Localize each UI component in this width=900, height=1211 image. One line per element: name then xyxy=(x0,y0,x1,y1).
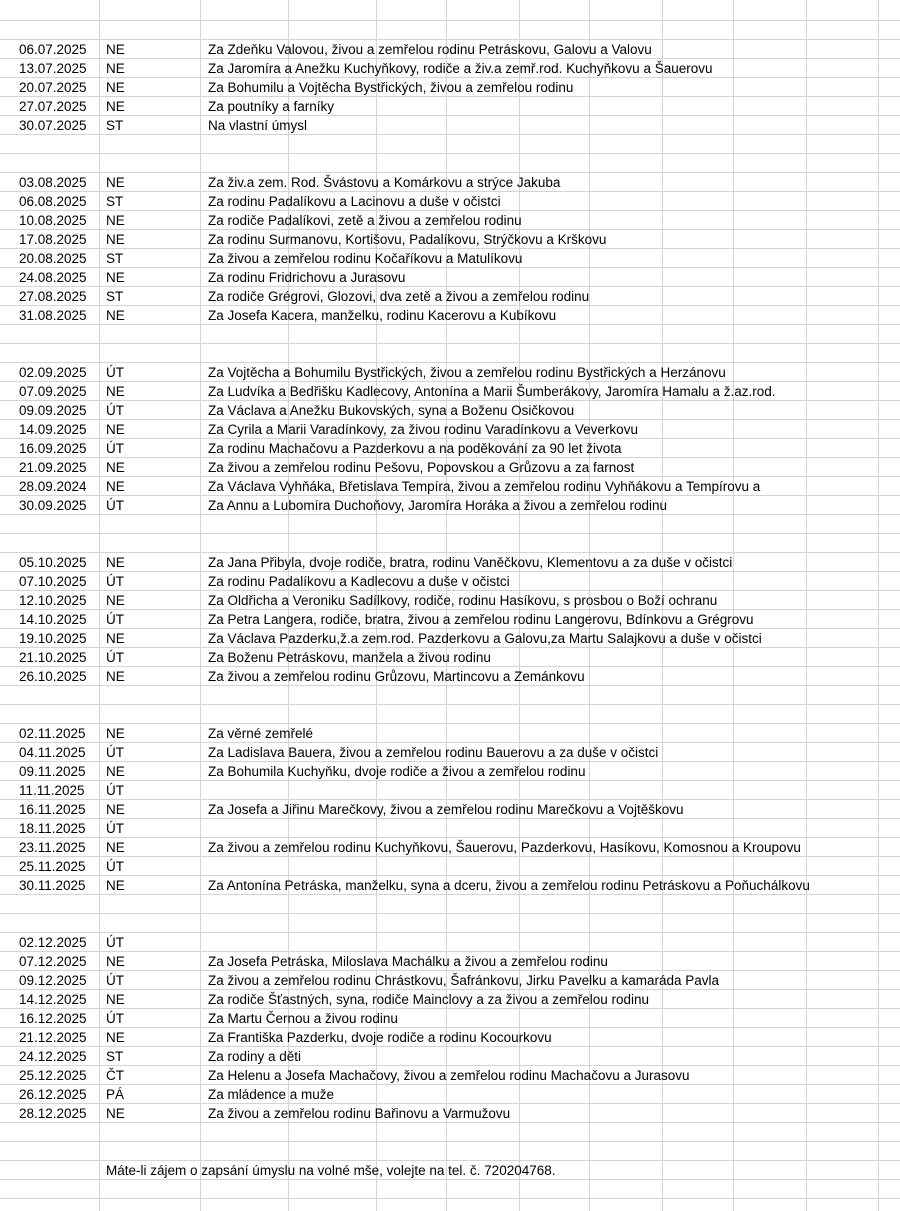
weekday-cell: ST xyxy=(106,1049,124,1064)
weekday-cell: ČT xyxy=(106,1068,124,1083)
table-row xyxy=(0,990,900,1009)
table-row xyxy=(0,1104,900,1123)
weekday-cell: ÚT xyxy=(106,1011,124,1026)
weekday-cell: NE xyxy=(106,479,125,494)
weekday-cell: NE xyxy=(106,460,125,475)
table-row xyxy=(0,1066,900,1085)
table-row xyxy=(0,971,900,990)
weekday-cell: NE xyxy=(106,1030,125,1045)
date-cell: 11.11.2025 xyxy=(19,783,85,798)
empty-row xyxy=(0,1123,900,1142)
intention-cell: Za Jana Přibyla, dvoje rodiče, bratra, rodinu Vaněčkovu, Klementovu a za duše v očistci xyxy=(208,555,733,570)
weekday-cell: NE xyxy=(106,232,125,247)
table-row xyxy=(0,439,900,458)
table-row xyxy=(0,59,900,78)
weekday-cell: NE xyxy=(106,878,125,893)
table-row xyxy=(0,401,900,420)
date-cell: 31.08.2025 xyxy=(19,308,87,323)
table-row xyxy=(0,1009,900,1028)
table-row xyxy=(0,933,900,952)
date-cell: 04.11.2025 xyxy=(19,745,86,760)
footer-row xyxy=(0,1161,900,1180)
date-cell: 09.12.2025 xyxy=(19,973,87,988)
weekday-cell: NE xyxy=(106,593,125,608)
table-row xyxy=(0,762,900,781)
table-row xyxy=(0,306,900,325)
intention-cell: Za Josefa a Jiřinu Marečkovy, živou a zemřelou rodinu Marečkovu a Vojtěškovu xyxy=(208,802,684,817)
weekday-cell: NE xyxy=(106,726,125,741)
intention-cell: Za Václava a Anežku Bukovských, syna a Boženu Osičkovou xyxy=(208,403,575,418)
date-cell: 24.12.2025 xyxy=(19,1049,87,1064)
weekday-cell: NE xyxy=(106,631,125,646)
intention-cell: Za Bohumilu a Vojtěcha Bystřických, živou a zemřelou rodinu xyxy=(208,80,574,95)
date-cell: 06.07.2025 xyxy=(19,42,87,57)
table-row xyxy=(0,230,900,249)
weekday-cell: NE xyxy=(106,270,125,285)
table-row xyxy=(0,192,900,211)
intention-cell: Za Ludvíka a Bedřišku Kadlecovy, Antonína a Marii Šumberákovy, Jaromíra Hamalu a ž.az.rod. xyxy=(208,384,776,399)
weekday-cell: ÚT xyxy=(106,935,124,950)
date-cell: 20.07.2025 xyxy=(19,80,87,95)
table-row xyxy=(0,781,900,800)
footer-note: Máte-li zájem o zapsání úmyslu na volné mše, volejte na tel. č. 720204768. xyxy=(106,1163,556,1178)
date-cell: 13.07.2025 xyxy=(19,61,87,76)
date-cell: 03.08.2025 xyxy=(19,175,87,190)
intention-cell: Za Václava Pazderku,ž.a zem.rod. Pazderkovu a Galovu,za Martu Salajkovu a duše v očistci xyxy=(208,631,762,646)
weekday-cell: NE xyxy=(106,840,125,855)
weekday-cell: ÚT xyxy=(106,745,124,760)
date-cell: 14.09.2025 xyxy=(19,422,87,437)
weekday-cell: ST xyxy=(106,251,124,266)
table-row xyxy=(0,287,900,306)
date-cell: 07.09.2025 xyxy=(19,384,87,399)
date-cell: 28.12.2025 xyxy=(19,1106,87,1121)
date-cell: 17.08.2025 xyxy=(19,232,87,247)
date-cell: 07.10.2025 xyxy=(19,574,87,589)
date-cell: 30.07.2025 xyxy=(19,118,87,133)
intention-cell: Za Martu Černou a živou rodinu xyxy=(208,1011,398,1026)
empty-row xyxy=(0,154,900,173)
weekday-cell: ÚT xyxy=(106,403,124,418)
table-row xyxy=(0,496,900,515)
date-cell: 02.09.2025 xyxy=(19,365,87,380)
weekday-cell: NE xyxy=(106,954,125,969)
table-row xyxy=(0,553,900,572)
weekday-cell: NE xyxy=(106,764,125,779)
table-row xyxy=(0,952,900,971)
weekday-cell: ÚT xyxy=(106,612,124,627)
date-cell: 25.11.2025 xyxy=(19,859,86,874)
weekday-cell: NE xyxy=(106,802,125,817)
empty-row xyxy=(0,686,900,705)
weekday-cell: NE xyxy=(106,1106,125,1121)
table-row xyxy=(0,629,900,648)
date-cell: 20.08.2025 xyxy=(19,251,87,266)
table-row xyxy=(0,477,900,496)
empty-row xyxy=(0,1142,900,1161)
weekday-cell: NE xyxy=(106,422,125,437)
table-row xyxy=(0,800,900,819)
table-row xyxy=(0,743,900,762)
table-row xyxy=(0,648,900,667)
intention-cell: Za rodinu Surmanovu, Kortišovu, Padalíkovu, Strýčkovu a Krškovu xyxy=(208,232,607,247)
intention-cell: Za živou a zemřelou rodinu Bařinovu a Varmužovu xyxy=(208,1106,511,1121)
table-row xyxy=(0,1085,900,1104)
weekday-cell: NE xyxy=(106,99,125,114)
weekday-cell: NE xyxy=(106,992,125,1007)
date-cell: 02.11.2025 xyxy=(19,726,86,741)
intention-cell: Za rodinu Fridrichovu a Jurasovu xyxy=(208,270,406,285)
table-row xyxy=(0,1047,900,1066)
intention-cell: Za rodinu Padalíkovu a Kadlecovu a duše v očistci xyxy=(208,574,510,589)
intention-cell: Za Annu a Lubomíra Duchoňovy, Jaromíra Horáka a živou a zemřelou rodinu xyxy=(208,498,667,513)
table-row xyxy=(0,591,900,610)
weekday-cell: ÚT xyxy=(106,441,124,456)
date-cell: 14.12.2025 xyxy=(19,992,87,1007)
weekday-cell: NE xyxy=(106,308,125,323)
table-row xyxy=(0,268,900,287)
table-row xyxy=(0,838,900,857)
empty-row xyxy=(0,21,900,40)
empty-row xyxy=(0,135,900,154)
intention-cell: Za živou a zemřelou rodinu Pešovu, Popovskou a Grůzovu a za farnost xyxy=(208,460,635,475)
date-cell: 28.09.2024 xyxy=(19,479,87,494)
empty-row xyxy=(0,2,900,21)
date-cell: 10.08.2025 xyxy=(19,213,87,228)
intention-cell: Za živou a zemřelou rodinu Chrástkovu, Šafránkovu, Jirku Pavelku a kamaráda Pavla xyxy=(208,973,719,988)
weekday-cell: NE xyxy=(106,175,125,190)
empty-row xyxy=(0,895,900,914)
date-cell: 23.11.2025 xyxy=(19,840,86,855)
weekday-cell: ÚT xyxy=(106,498,124,513)
table-row xyxy=(0,724,900,743)
intention-cell: Za živou a zemřelou rodinu Kočaříkovu a Matulíkovu xyxy=(208,251,523,266)
date-cell: 14.10.2025 xyxy=(19,612,87,627)
date-cell: 02.12.2025 xyxy=(19,935,87,950)
table-row xyxy=(0,420,900,439)
table-row xyxy=(0,249,900,268)
weekday-cell: NE xyxy=(106,80,125,95)
table-row xyxy=(0,173,900,192)
table-row xyxy=(0,40,900,59)
weekday-cell: ST xyxy=(106,194,124,209)
intention-cell: Za mládence a muže xyxy=(208,1087,335,1102)
empty-row xyxy=(0,325,900,344)
table-row xyxy=(0,876,900,895)
table-row xyxy=(0,97,900,116)
intention-cell: Za rodiče Padalíkovi, zetě a živou a zemřelou rodinu xyxy=(208,213,522,228)
intention-cell: Za živ.a zem. Rod. Švástovu a Komárkovu a strýce Jakuba xyxy=(208,175,561,190)
weekday-cell: ÚT xyxy=(106,650,124,665)
date-cell: 21.10.2025 xyxy=(19,650,87,665)
intention-cell: Za Petra Langera, rodiče, bratra, živou a zemřelou rodinu Langerovu, Bdínkovu a Grégrovu xyxy=(208,612,754,627)
intention-cell: Za Bohumila Kuchyňku, dvoje rodiče a živou a zemřelou rodinu xyxy=(208,764,586,779)
date-cell: 26.10.2025 xyxy=(19,669,87,684)
table-row xyxy=(0,610,900,629)
weekday-cell: ÚT xyxy=(106,574,124,589)
weekday-cell: NE xyxy=(106,555,125,570)
intention-cell: Za rodiče Grégrovi, Glozovi, dva zetě a živou a zemřelou rodinu xyxy=(208,289,590,304)
intention-cell: Za poutníky a farníky xyxy=(208,99,335,114)
date-cell: 06.08.2025 xyxy=(19,194,87,209)
intention-cell: Za Helenu a Josefa Machačovy, živou a zemřelou rodinu Machačovu a Jurasovu xyxy=(208,1068,690,1083)
intention-cell: Za rodinu Padalíkovu a Lacinovu a duše v očistci xyxy=(208,194,501,209)
date-cell: 30.09.2025 xyxy=(19,498,87,513)
intention-cell: Za rodinu Machačovu a Pazderkovu a na poděkování za 90 let života xyxy=(208,441,622,456)
table-row xyxy=(0,667,900,686)
weekday-cell: NE xyxy=(106,42,125,57)
table-row xyxy=(0,363,900,382)
intention-cell: Za Cyrila a Marii Varadínkovy, za živou rodinu Varadínkovu a Veverkovu xyxy=(208,422,638,437)
date-cell: 05.10.2025 xyxy=(19,555,87,570)
intention-cell: Za Zdeňku Valovou, živou a zemřelou rodinu Petráskovu, Galovu a Valovu xyxy=(208,42,652,57)
weekday-cell: ÚT xyxy=(106,859,124,874)
date-cell: 09.09.2025 xyxy=(19,403,87,418)
weekday-cell: PÁ xyxy=(106,1087,125,1102)
intention-cell: Za Jaromíra a Anežku Kuchyňkovy, rodiče a živ.a zemř.rod. Kuchyňkovu a Šauerovu xyxy=(208,61,713,76)
table-row xyxy=(0,857,900,876)
intention-cell: Za Františka Pazderku, dvoje rodiče a rodinu Kocourkovu xyxy=(208,1030,552,1045)
intention-cell: Za Boženu Petráskovu, manžela a živou rodinu xyxy=(208,650,491,665)
date-cell: 16.12.2025 xyxy=(19,1011,87,1026)
date-cell: 30.11.2025 xyxy=(19,878,86,893)
weekday-cell: ÚT xyxy=(106,821,124,836)
intention-cell: Za rodiče Šťastných, syna, rodiče Mainclovy a za živou a zemřelou rodinu xyxy=(208,992,650,1007)
empty-row xyxy=(0,344,900,363)
table-row xyxy=(0,1028,900,1047)
weekday-cell: ÚT xyxy=(106,365,124,380)
intention-cell: Za rodiny a děti xyxy=(208,1049,302,1064)
intention-cell: Za Vojtěcha a Bohumilu Bystřických, živou a zemřelou rodinu Bystřických a Herzánovu xyxy=(208,365,726,380)
table-row xyxy=(0,382,900,401)
weekday-cell: ÚT xyxy=(106,783,124,798)
weekday-cell: ST xyxy=(106,289,124,304)
table-row xyxy=(0,458,900,477)
date-cell: 18.11.2025 xyxy=(19,821,86,836)
date-cell: 27.08.2025 xyxy=(19,289,87,304)
date-cell: 21.09.2025 xyxy=(19,460,87,475)
table-row xyxy=(0,572,900,591)
date-cell: 21.12.2025 xyxy=(19,1030,87,1045)
date-cell: 27.07.2025 xyxy=(19,99,87,114)
weekday-cell: ST xyxy=(106,118,124,133)
empty-row xyxy=(0,1180,900,1199)
intention-cell: Za Václava Vyhňáka, Břetislava Tempíra, živou a zemřelou rodinu Vyhňákovu a Tempírovu a xyxy=(208,479,761,494)
date-cell: 09.11.2025 xyxy=(19,764,86,779)
date-cell: 16.09.2025 xyxy=(19,441,87,456)
date-cell: 19.10.2025 xyxy=(19,631,87,646)
weekday-cell: NE xyxy=(106,384,125,399)
date-cell: 25.12.2025 xyxy=(19,1068,87,1083)
intention-cell: Za živou a zemřelou rodinu Kuchyňkovu, Šauerovu, Pazderkovu, Hasíkovu, Komosnou a Kroupovu xyxy=(208,840,801,855)
weekday-cell: NE xyxy=(106,213,125,228)
intention-cell: Za živou a zemřelou rodinu Grůzovu, Martincovu a Zemánkovu xyxy=(208,669,585,684)
date-cell: 26.12.2025 xyxy=(19,1087,87,1102)
weekday-cell: NE xyxy=(106,669,125,684)
empty-row xyxy=(0,914,900,933)
table-row xyxy=(0,211,900,230)
intention-cell: Na vlastní úmysl xyxy=(208,118,308,133)
table-row xyxy=(0,819,900,838)
empty-row xyxy=(0,534,900,553)
table-row xyxy=(0,116,900,135)
date-cell: 12.10.2025 xyxy=(19,593,87,608)
intention-cell: Za Oldřicha a Veroniku Sadílkovy, rodiče, rodinu Hasíkovu, s prosbou o Boží ochranu xyxy=(208,593,718,608)
date-cell: 07.12.2025 xyxy=(19,954,87,969)
intention-cell: Za věrné zemřelé xyxy=(208,726,314,741)
intention-cell: Za Josefa Petráska, Miloslava Machálku a živou a zemřelou rodinu xyxy=(208,954,608,969)
empty-row xyxy=(0,515,900,534)
weekday-cell: ÚT xyxy=(106,973,124,988)
empty-row xyxy=(0,705,900,724)
weekday-cell: NE xyxy=(106,61,125,76)
date-cell: 16.11.2025 xyxy=(19,802,86,817)
intention-cell: Za Ladislava Bauera, živou a zemřelou rodinu Bauerovu a za duše v očistci xyxy=(208,745,659,760)
intention-cell: Za Josefa Kacera, manželku, rodinu Kacerovu a Kubíkovu xyxy=(208,308,557,323)
intention-cell: Za Antonína Petráska, manželku, syna a dceru, živou a zemřelou rodinu Petráskovu a Poňuchálkovu xyxy=(208,878,810,893)
date-cell: 24.08.2025 xyxy=(19,270,87,285)
table-row xyxy=(0,78,900,97)
